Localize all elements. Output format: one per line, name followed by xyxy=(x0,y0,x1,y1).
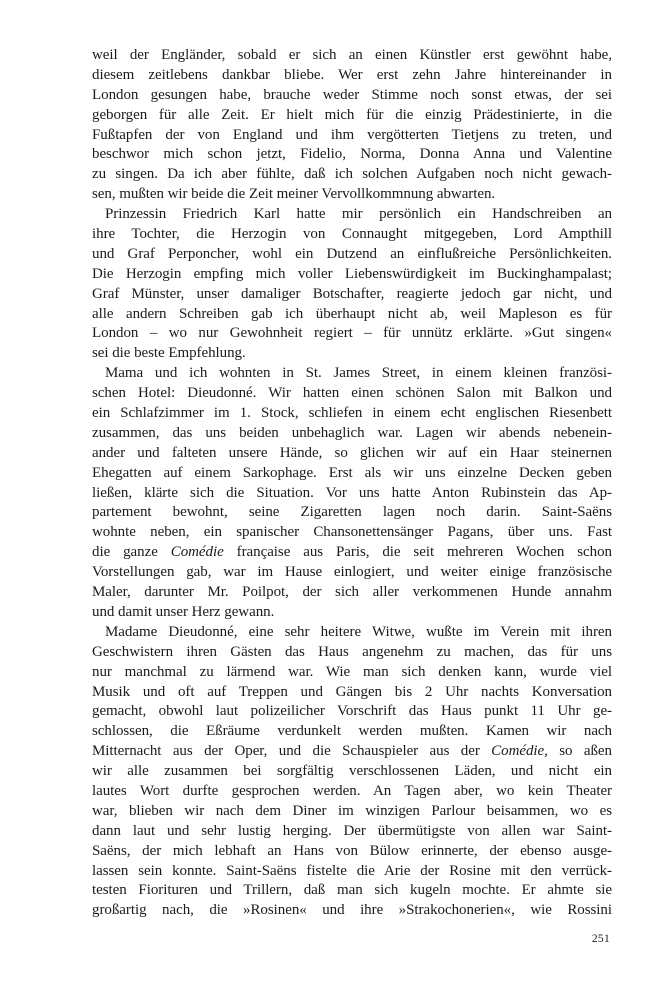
text-segment: Saëns, der mich lebhaft an Hans von Bülow erinnerte, der ebenso ausge- xyxy=(92,842,612,859)
text-segment: sei die beste Empfehlung. xyxy=(92,345,246,362)
text-segment: ein Schlafzimmer im 1. Stock, schliefen in einem echt englischen Riesenbett xyxy=(92,405,612,422)
text-line xyxy=(92,583,612,603)
text-segment: gemacht, obwohl laut polizeilicher Vorschrift das Haus punkt 11 Uhr ge- xyxy=(92,703,612,720)
text-line xyxy=(92,683,612,703)
text-line xyxy=(92,344,612,364)
text-line xyxy=(92,802,612,822)
text-segment: Ehegatten auf einem Sarkophage. Erst als wir uns einzelne Decken geben xyxy=(92,464,612,481)
text-line xyxy=(92,106,612,126)
text-line xyxy=(92,702,612,722)
text-line xyxy=(92,842,612,862)
text-segment: lassen sein konnte. Saint-Saëns fistelte die Arie der Rosine mit den verrück- xyxy=(92,862,612,879)
text-line xyxy=(92,862,612,882)
text-line xyxy=(92,225,612,245)
text-line xyxy=(92,484,612,504)
text-segment: geborgen für alle Zeit. Er hielt mich für die einzig Prädestinierte, in die xyxy=(92,106,612,123)
text-segment: schen Hotel: Dieudonné. Wir hatten einen schönen Salon mit Balkon und xyxy=(92,385,612,402)
text-line xyxy=(92,305,612,325)
text-line xyxy=(92,66,612,86)
italic-text: Comédie xyxy=(170,544,224,561)
text-segment: Mitternacht aus der Oper, und die Schauspieler aus der xyxy=(92,743,492,760)
text-line xyxy=(92,822,612,842)
text-segment: beschwor mich schon jetzt, Fidelio, Norma, Donna Anna und Valentine xyxy=(92,146,612,163)
text-line xyxy=(92,424,612,444)
text-line xyxy=(92,86,612,106)
text-line xyxy=(92,881,612,901)
text-segment: zusammen, das uns beiden unbehaglich war. Lagen wir abends nebenein- xyxy=(92,424,612,441)
text-segment: ließen, klärte sich die Situation. Vor uns hatte Anton Rubinstein das Ap- xyxy=(92,484,612,501)
text-segment: Mama und ich wohnten in St. James Street, in einem kleinen französi- xyxy=(105,365,612,382)
text-line xyxy=(92,404,612,424)
text-line xyxy=(92,563,612,583)
text-segment: war, blieben wir nach dem Diner im winzigen Parlour beisammen, wo es xyxy=(92,802,612,819)
text-segment: Maler, darunter Mr. Poilpot, der sich aller verkommenen Hunde annahm xyxy=(92,584,612,601)
text-line xyxy=(92,165,612,185)
text-segment: und Graf Perponcher, wohl ein Dutzend an einflußreiche Persönlichkeiten. xyxy=(92,245,612,262)
text-segment: Madame Dieudonné, eine sehr heitere Witwe, wußte im Verein mit ihren xyxy=(105,623,612,640)
text-line xyxy=(92,46,612,66)
text-segment: Die Herzogin empfing mich voller Liebenswürdigkeit im Buckinghampalast; xyxy=(92,265,612,282)
text-segment: alle andern Schreiben gab ich überhaupt nicht ab, weil Mapleson es für xyxy=(92,305,612,322)
text-segment: schlossen, die Eßräume verdunkelt werden mußten. Kamen wir nach xyxy=(92,723,612,740)
text-segment: ander und falteten unsere Hände, so glichen wir auf ein Haar steinernen xyxy=(92,444,612,461)
text-segment: sen, mußten wir beide die Zeit meiner Vervollkommnung abwarten. xyxy=(92,186,496,203)
text-segment: ihre Tochter, die Herzogin von Connaught mitgegeben, Lord Ampthill xyxy=(92,226,612,243)
text-segment: die ganze xyxy=(92,544,171,561)
text-segment: großartig nach, die »Rosinen« und ihre »Strakochonerien«, wie Rossini xyxy=(92,902,612,919)
text-line xyxy=(92,543,612,563)
text-line xyxy=(92,285,612,305)
text-segment: nur manchmal zu lärmend war. Wie man sich denken kann, wurde viel xyxy=(92,663,612,680)
text-line xyxy=(92,364,612,384)
text-line xyxy=(92,265,612,285)
text-line xyxy=(92,901,612,921)
text-line xyxy=(92,205,612,225)
text-line xyxy=(92,503,612,523)
text-segment: Vorstellungen gab, war im Hause einlogiert, und weiter einige französische xyxy=(92,564,612,581)
text-segment: diesem zeitlebens dankbar bliebe. Wer erst zehn Jahre hintereinander in xyxy=(92,66,612,83)
text-segment: testen Fiorituren und Trillern, daß man sich kugeln mochte. Er ahmte sie xyxy=(92,882,612,899)
text-segment: partement bewohnt, seine Zigaretten lagen noch darin. Saint-Saëns xyxy=(92,504,612,521)
text-segment: Fußtapfen der von England und ihm vergötterten Tietjens zu treten, und xyxy=(92,126,612,143)
text-line xyxy=(92,742,612,762)
text-block xyxy=(92,46,612,921)
text-segment: wir alle zusammen bei sorgfältig verschlossenen Läden, und nicht ein xyxy=(92,763,612,780)
text-line xyxy=(92,523,612,543)
text-segment: zu singen. Da ich aber fühlte, daß ich solchen Aufgaben noch nicht gewach- xyxy=(92,166,612,183)
text-line xyxy=(92,384,612,404)
text-segment: und damit unser Herz gewann. xyxy=(92,603,275,620)
text-line xyxy=(92,444,612,464)
text-line xyxy=(92,722,612,742)
text-line xyxy=(92,145,612,165)
text-line xyxy=(92,643,612,663)
text-segment: Graf Münster, unser damaliger Botschafter, reagierte jedoch gar nicht, und xyxy=(92,285,612,302)
text-segment: lautes Wort durfte gesprochen werden. An Tagen aber, wo kein Theater xyxy=(92,782,612,799)
text-segment: wohnte neben, ein spanischer Chansonettensänger Pagans, über uns. Fast xyxy=(92,524,612,541)
text-segment: française aus Paris, die seit mehreren Wochen schon xyxy=(223,544,612,561)
text-line xyxy=(92,245,612,265)
text-line xyxy=(92,126,612,146)
text-segment: London gesungen habe, brauche weder Stimme noch sonst etwas, der sei xyxy=(92,86,612,103)
text-line xyxy=(92,782,612,802)
text-line xyxy=(92,603,612,623)
text-line xyxy=(92,762,612,782)
text-segment: Prinzessin Friedrich Karl hatte mir persönlich ein Handschreiben an xyxy=(105,206,612,223)
text-segment: Musik und oft auf Treppen und Gängen bis 2 Uhr nachts Konversation xyxy=(92,683,612,700)
text-line xyxy=(92,464,612,484)
text-segment: weil der Engländer, sobald er sich an einen Künstler erst gewöhnt habe, xyxy=(92,47,612,63)
text-segment: dann laut und sehr lustig herging. Der übermütigste von allen war Saint- xyxy=(92,822,612,839)
page-number: 251 xyxy=(591,933,610,945)
text-segment: London – wo nur Gewohnheit regiert – für unnütz erklärte. »Gut singen« xyxy=(92,325,612,342)
text-segment: so aßen xyxy=(547,743,612,760)
text-line xyxy=(92,623,612,643)
text-line xyxy=(92,324,612,344)
italic-text: Comédie, xyxy=(491,743,548,760)
text-segment: Geschwistern ihren Gästen das Haus angenehm zu machen, das für uns xyxy=(92,643,612,660)
text-line xyxy=(92,663,612,683)
text-line xyxy=(92,185,612,205)
